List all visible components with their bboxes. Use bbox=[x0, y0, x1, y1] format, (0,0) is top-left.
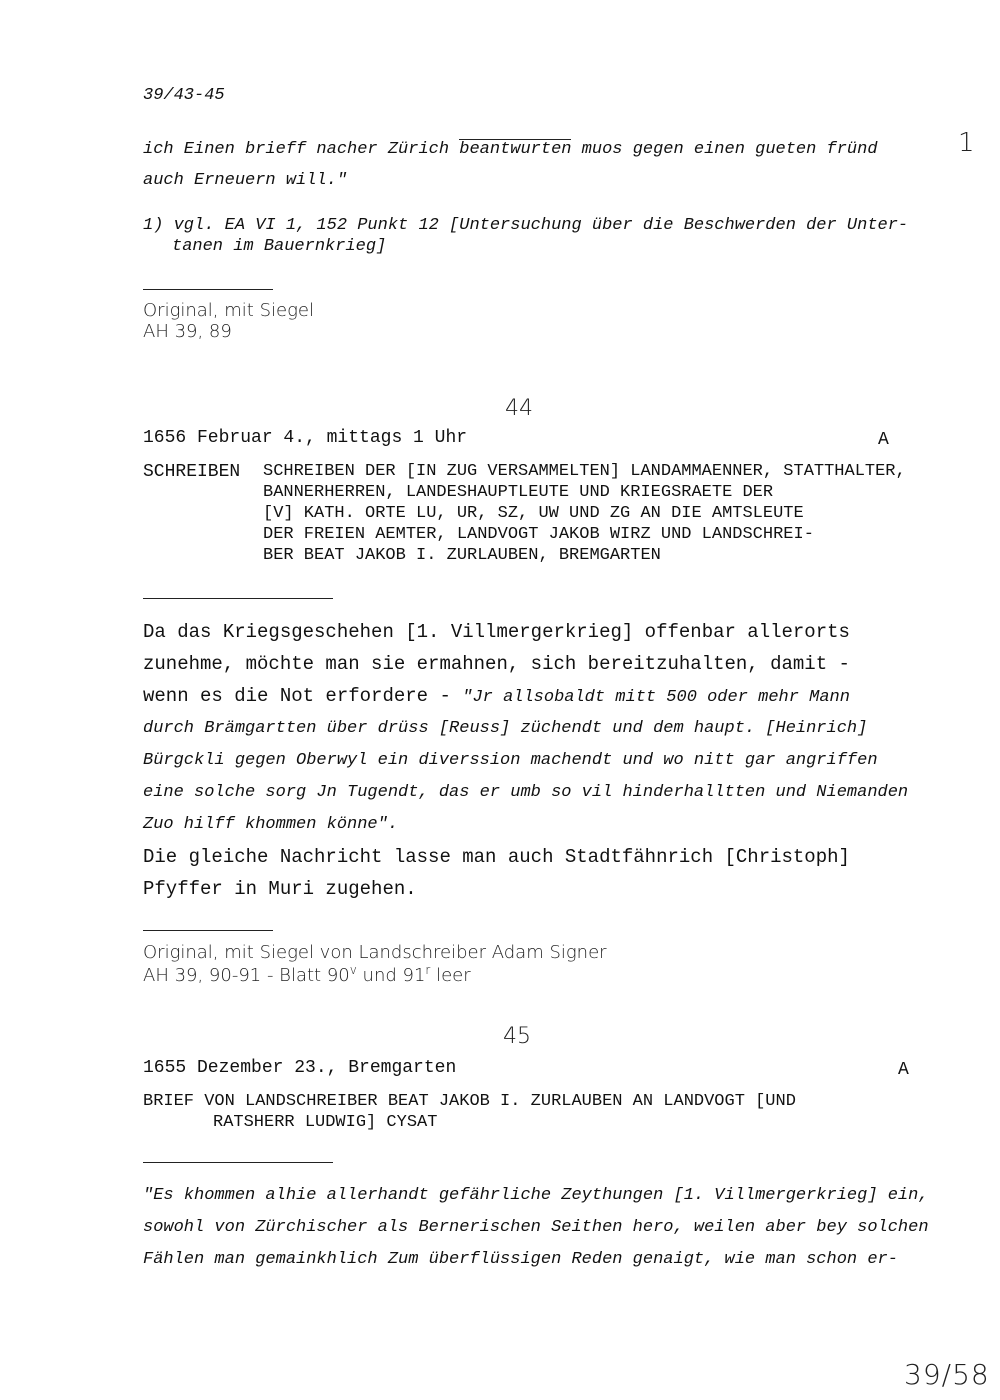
divider-45 bbox=[143, 1162, 333, 1163]
document-type-45: A bbox=[898, 1060, 909, 1080]
document-date-44: 1656 Februar 4., mittags 1 Uhr bbox=[143, 428, 468, 448]
quote-44-line-1: durch Brämgartten über drüss [Reuss] züchendt und dem haupt. [Heinrich] bbox=[143, 719, 868, 738]
body-44-line-2: zunehme, möchte man sie ermahnen, sich bereitzuhalten, damit - bbox=[143, 653, 850, 675]
page-reference: 39/43-45 bbox=[143, 86, 225, 105]
divider-44-bottom bbox=[143, 930, 273, 931]
document-date-45: 1655 Dezember 23., Bremgarten bbox=[143, 1058, 457, 1078]
margin-mark: 1 bbox=[958, 128, 975, 158]
source-line-44-1: Original, mit Siegel von Landschreiber Adam Signer bbox=[143, 942, 607, 963]
quote-45-line-3: Fählen man gemainkhlich Zum überflüssigen Reden genaigt, wie man schon er- bbox=[143, 1250, 898, 1269]
divider-44-top bbox=[143, 598, 333, 599]
title-44-line-3: [V] KATH. ORTE LU, UR, SZ, UW UND ZG AN DIE AMTSLEUTE bbox=[263, 504, 804, 523]
body-44-line-8: Die gleiche Nachricht lasse man auch Stadtfähnrich [Christoph] bbox=[143, 846, 850, 868]
quote-44-line-3: eine solche sorg Jn Tugendt, das er umb so vil hinderhalltten und Niemanden bbox=[143, 783, 909, 802]
body-44-line-9: Pfyffer in Muri zugehen. bbox=[143, 878, 417, 900]
document-number-45: 45 bbox=[503, 1024, 531, 1049]
title-44-line-4: DER FREIEN AEMTER, LANDVOGT JAKOB WIRZ UND LANDSCHREI- bbox=[263, 525, 814, 544]
title-44-line-5: BER BEAT JAKOB I. ZURLAUBEN, BREMGARTEN bbox=[263, 546, 661, 565]
title-45-line-1: BRIEF VON LANDSCHREIBER BEAT JAKOB I. ZURLAUBEN AN LANDVOGT [UND bbox=[143, 1092, 796, 1111]
divider-43 bbox=[143, 289, 273, 290]
body-44-line-3: wenn es die Not erfordere - "Jr allsobaldt mitt 500 oder mehr Mann bbox=[143, 685, 850, 707]
document-type-44: A bbox=[878, 430, 889, 450]
handwritten-page-number: 39/58 bbox=[904, 1358, 990, 1391]
title-44-prefix: SCHREIBEN bbox=[143, 462, 241, 482]
footnote-line-2: tanen im Bauernkrieg] bbox=[172, 237, 387, 256]
document-number-44: 44 bbox=[505, 396, 533, 421]
quote-line-1: ich Einen brieff nacher Zürich beantwurten muos gegen einen gueten fründ bbox=[143, 140, 878, 159]
quote-44-line-2: Bürgckli gegen Oberwyl ein diverssion machendt und wo nitt gar angriffen bbox=[143, 751, 878, 770]
title-44-line-1: SCHREIBEN DER [IN ZUG VERSAMMELTEN] LANDAMMAENNER, STATTHALTER, bbox=[263, 462, 906, 481]
source-line-44-2: AH 39, 90-91 - Blatt 90$^v$ und 91$^r$ leer bbox=[143, 963, 471, 986]
footnote-line-1: 1) vgl. EA VI 1, 152 Punkt 12 [Untersuchung über die Beschwerden der Unter- bbox=[143, 216, 909, 235]
quote-45-line-2: sowohl von Zürchischer als Bernerischen Seithen hero, weilen aber bey solchen bbox=[143, 1218, 929, 1237]
quote-44-line-4: Zuo hilff khommen könne". bbox=[143, 815, 399, 834]
source-line-43-1: Original, mit Siegel bbox=[143, 300, 314, 321]
quote-line-2: auch Erneuern will." bbox=[143, 171, 348, 190]
title-44-line-2: BANNERHERREN, LANDESHAUPTLEUTE UND KRIEGSRAETE DER bbox=[263, 483, 774, 502]
body-44-line-1: Da das Kriegsgeschehen [1. Villmergerkrieg] offenbar allerorts bbox=[143, 621, 850, 643]
source-line-43-2: AH 39, 89 bbox=[143, 321, 232, 342]
title-45-line-2: RATSHERR LUDWIG] CYSAT bbox=[213, 1113, 438, 1132]
quote-45-line-1: "Es khommen alhie allerhandt gefährliche Zeythungen [1. Villmergerkrieg] ein, bbox=[143, 1186, 929, 1205]
